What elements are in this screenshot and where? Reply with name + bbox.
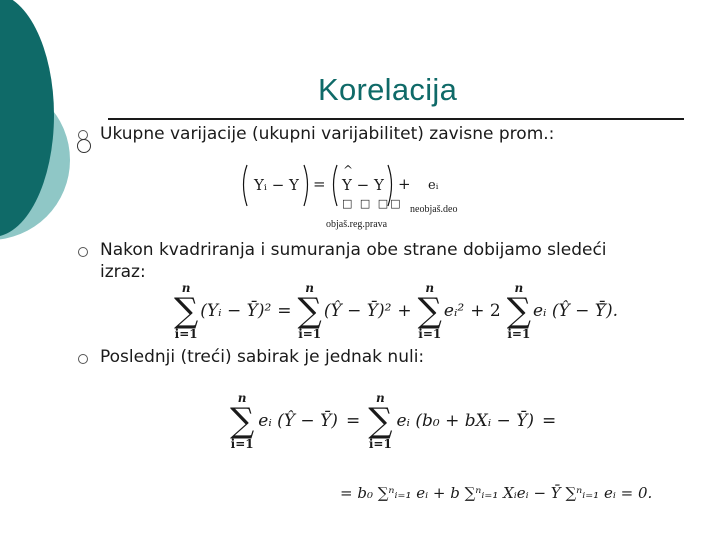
decorative-circles — [0, 0, 110, 300]
bullet-text-2-cont: izraz: — [100, 262, 146, 282]
sum-symbol: n ∑ i=1 — [368, 391, 393, 451]
title-underline — [108, 118, 684, 120]
ring-bullet-icon — [78, 354, 88, 364]
equation-1-plus: + — [398, 175, 411, 193]
sum-symbol: n ∑ i=1 — [506, 281, 531, 341]
equation-1-rhs: eᵢ — [428, 178, 439, 193]
equation-3-equals: = — [345, 411, 361, 431]
equation-2-plus-two: + 2 — [470, 301, 501, 321]
equation-2-term1: (Yᵢ − Ȳ)² — [200, 301, 272, 321]
equation-1-equals: = — [313, 175, 326, 193]
label-unexplained: neobjaš.deo — [410, 204, 458, 215]
equation-2-plus: + — [397, 301, 412, 321]
equation-1-lhs: Yᵢ − Y — [254, 176, 299, 194]
equation-3-lhs: eᵢ (Ŷ − Ȳ) — [258, 411, 338, 431]
equation-2-term2: (Ŷ − Ȳ)² — [323, 301, 392, 321]
equation-3-rhs: eᵢ (b₀ + bXᵢ − Ȳ) — [396, 411, 535, 431]
equation-2 — [174, 282, 618, 340]
bullet-text-2: Nakon kvadriranja i sumuranja obe strane dobijamo sledeći — [100, 240, 607, 260]
bullet-text-3: Poslednji (treći) sabirak je jednak nuli: — [100, 347, 425, 367]
equation-2-term3: eᵢ² — [443, 301, 465, 321]
ring-bullet-icon — [77, 139, 91, 153]
equation-4: = b₀ ∑ⁿᵢ₌₁ eᵢ + b ∑ⁿᵢ₌₁ Xᵢeᵢ − Ȳ ∑ⁿᵢ₌₁ eᵢ = 0. — [340, 484, 653, 502]
equation-1-garbled-glyphs: □ □ □□ — [342, 197, 403, 210]
sum-symbol: n ∑ i=1 — [417, 281, 442, 341]
sum-symbol: n ∑ i=1 — [230, 391, 255, 451]
equation-2-equals: = — [277, 301, 292, 321]
label-explained: objaš.reg.prava — [326, 219, 388, 230]
sum-symbol: n ∑ i=1 — [174, 281, 199, 341]
sum-symbol: n ∑ i=1 — [297, 281, 322, 341]
equation-1-mid: Y − Y — [342, 176, 384, 194]
equation-1-hat: ^ — [343, 163, 354, 177]
slide-title: Korelacija — [318, 72, 458, 107]
equation-3 — [230, 392, 556, 450]
bullet-text-1: Ukupne varijacije (ukupni varijabilitet) zavisne prom.: — [100, 124, 555, 144]
equation-2-term4: eᵢ (Ŷ − Ȳ̄). — [532, 301, 619, 321]
equation-3-equals-2: = — [542, 411, 557, 431]
ring-bullet-icon — [78, 247, 88, 257]
